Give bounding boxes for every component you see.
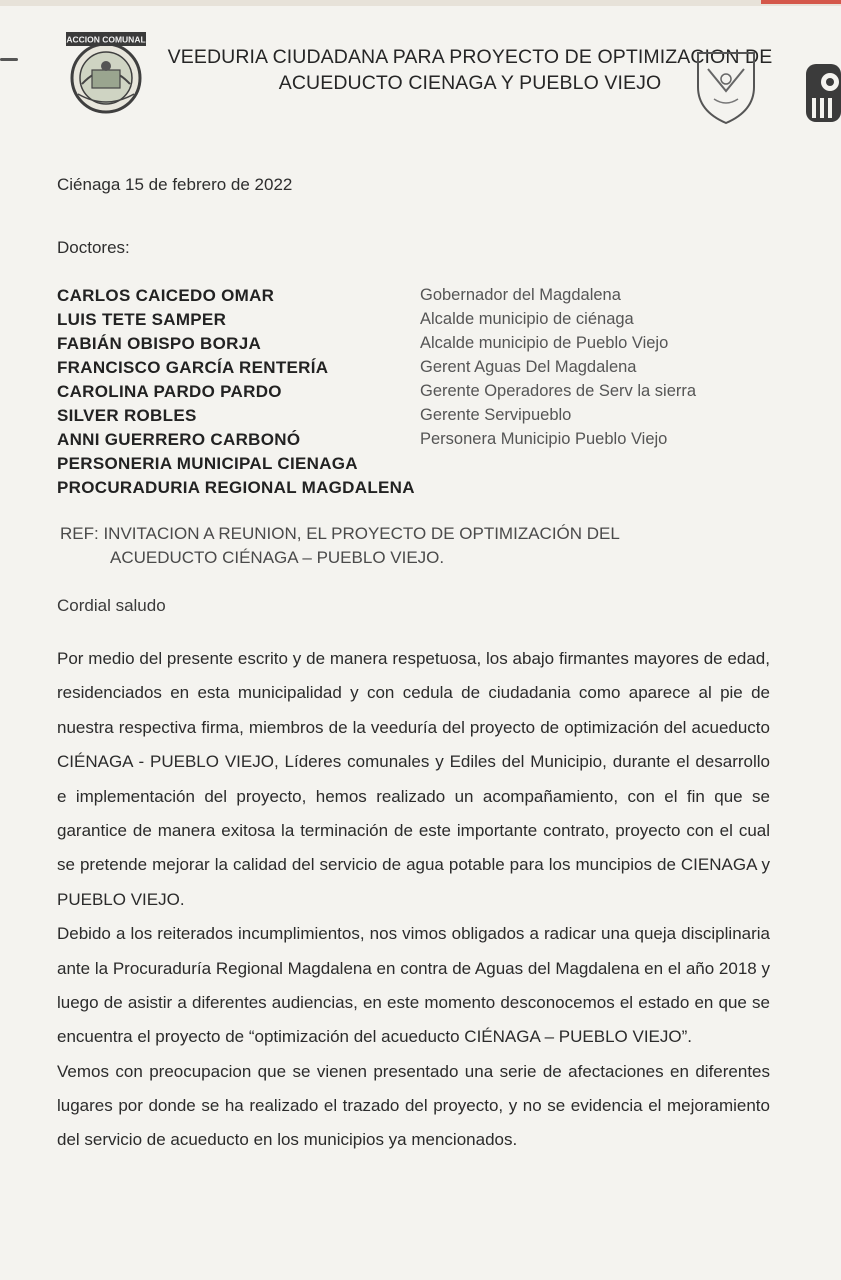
veeduria-seal-icon [690,45,762,127]
recipients-list [57,286,817,502]
recipient-name: ANNI GUERRERO CARBONÓ [57,430,301,449]
salutation: Doctores: [57,238,130,257]
margin-mark [0,58,18,61]
recipient-name: CAROLINA PARDO PARDO [57,382,282,401]
recipient-row [57,478,817,502]
recipient-name: PERSONERIA MUNICIPAL CIENAGA [57,454,358,473]
red-edge-mark [761,0,841,4]
greeting: Cordial saludo [57,596,166,615]
recipient-row [57,382,817,406]
body-paragraph: Por medio del presente escrito y de manera respetuosa, los abajo firmantes mayores de edad, residenciados en esta municipalidad y con cedula de ciudadania como aparece al pie de nuestra respectiva firma, miembros de la veeduría del proyecto de optimización del acueducto CIÉNAGA - PUEBLO VIEJO, Líderes comunales y Ediles del Municipio, durante el desarrollo e implementación del proyecto, hemos realizado un acompañamiento, con el fin que se garantice de manera exitosa la terminación de este importante contrato, proyecto con el cual se pretende mejorar la calidad del servicio de agua potable para los muncipios de CIENAGA y PUEBLO VIEJO. [57,649,770,909]
reference-line1: REF: INVITACION A REUNION, EL PROYECTO DE OPTIMIZACIÓN DEL [60,524,620,543]
recipient-row [57,334,817,358]
recipient-role: Personera Municipio Pueblo Viejo [420,430,668,448]
recipient-row [57,358,817,382]
reference-line2: ACUEDUCTO CIÉNAGA – PUEBLO VIEJO. [110,548,445,567]
recipient-name: CARLOS CAICEDO OMAR [57,286,275,305]
letter-date: Ciénaga 15 de febrero de 2022 [57,175,293,194]
recipient-row [57,406,817,430]
letterhead-title-line1: VEEDURIA CIUDADANA PARA PROYECTO DE OPTIMIZACION DE [167,46,773,68]
logo-left-text: ACCION COMUNAL [66,34,146,45]
recipient-role: Gerente Operadores de Serv la sierra [420,382,697,400]
recipient-role: Alcalde municipio de Pueblo Viejo [420,334,669,352]
recipient-name: FRANCISCO GARCÍA RENTERÍA [57,358,329,377]
partial-logo-icon [806,64,841,122]
recipient-role: Alcalde municipio de ciénaga [420,310,634,328]
recipient-role: Gerente Servipueblo [420,406,572,424]
letter-body [57,642,770,1157]
page-top-edge [0,0,841,6]
recipient-row [57,286,817,310]
recipient-name: LUIS TETE SAMPER [57,310,227,329]
recipient-name: PROCURADURIA REGIONAL MAGDALENA [57,478,415,497]
recipient-row [57,430,817,454]
recipient-row [57,310,817,334]
recipient-role: Gobernador del Magdalena [420,286,621,304]
letterhead-title-line2: ACUEDUCTO CIENAGA Y PUEBLO VIEJO [278,72,662,94]
recipient-name: FABIÁN OBISPO BORJA [57,334,262,353]
accion-comunal-logo-icon [60,28,152,114]
recipient-name: SILVER ROBLES [57,406,197,425]
reference-line [60,522,790,570]
body-paragraph: Debido a los reiterados incumplimientos, nos vimos obligados a radicar una queja disciplinaria ante la Procuraduría Regional Magdalena en contra de Aguas del Magdalena en el año 2018 y luego de asistir a diferentes audiencias, en este momento desconocemos el estado en que se encuentra el proyecto de “optimización del acueducto CIÉNAGA – PUEBLO VIEJO”. [57,924,770,1047]
recipient-role: Gerent Aguas Del Magdalena [420,358,637,376]
recipient-row [57,454,817,478]
body-paragraph: Vemos con preocupacion que se vienen presentado una serie de afectaciones en diferentes lugares por donde se ha realizado el trazado del proyecto, y no se evidencia el mejoramiento del servicio de acueducto en los municipios ya mencionados. [57,1061,770,1149]
